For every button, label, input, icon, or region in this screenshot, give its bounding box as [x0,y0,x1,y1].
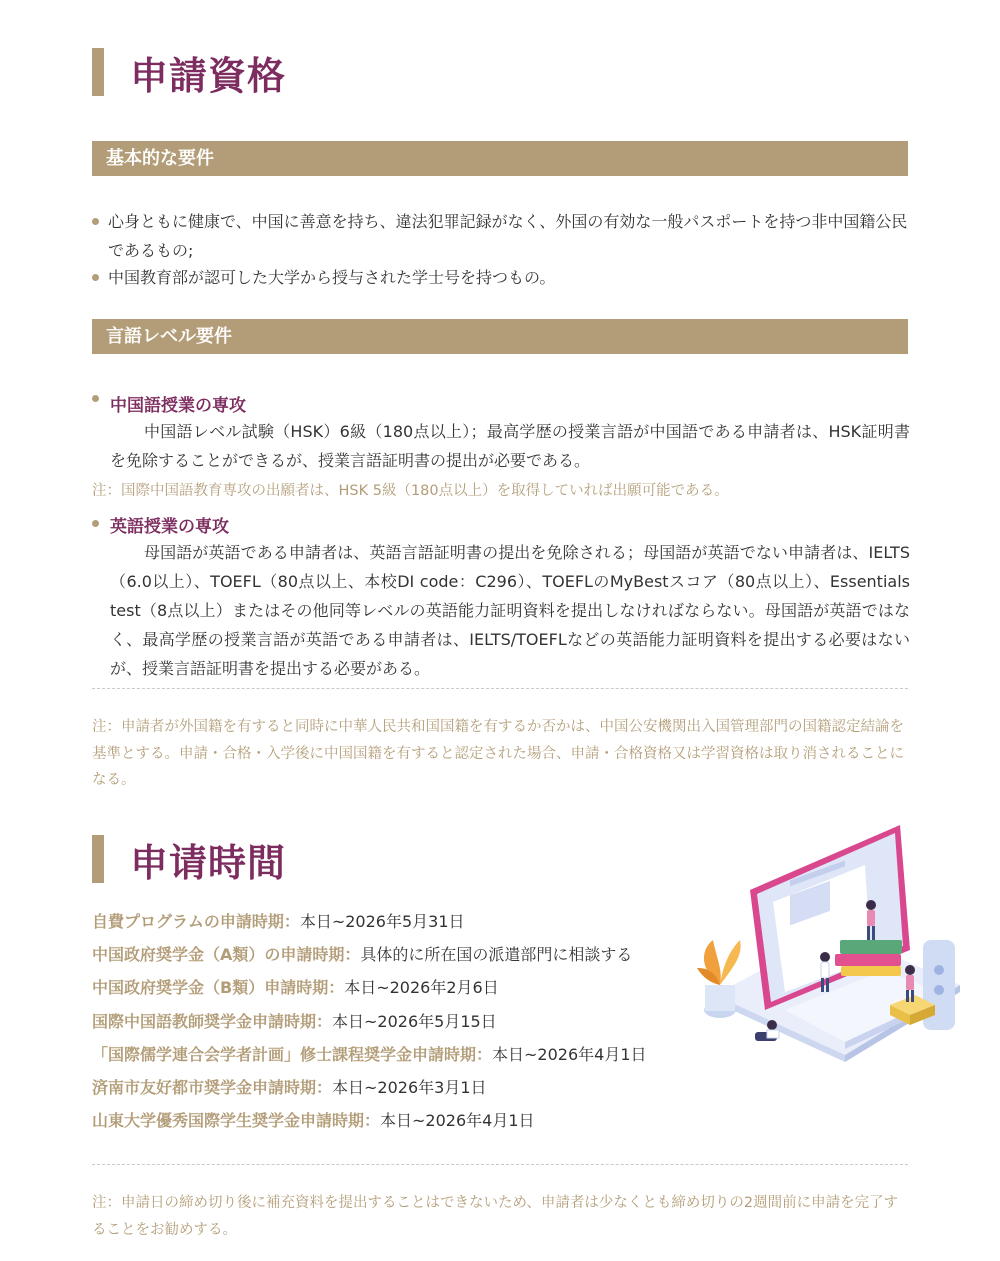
book-icon [840,940,902,954]
english-requirement-text: 母国語が英語である申請者は、英語言語証明書の提出を免除される；母国語が英語でない申請者は、IELTS（6.0以上）、TOEFL（80点以上、本校DI code：C296）、TOEFLのMyBestスコア（80点以上）、Essentials test（8点以上）またはその他同等レベルの英語能力証明資料を提出しなければならない。母国語が英語ではなく、最高学歴の授業言語が英語である申請者は、IELTS/TOEFLなどの英語能力証明資料を提出する必要はないが、授業言語証明書を提出する必要がある。 [110,543,910,678]
title-accent-bar [92,835,104,883]
page-title: 申請資格 [130,53,287,98]
chinese-major-heading: 中国語授業の専攻 [110,396,246,416]
laptop-with-students-illustration [695,820,965,1065]
time-row: 中国政府奨学金（A類）の申請時期：具体的に所在国の派遣部門に相談する [92,945,633,964]
title-accent-bar [92,48,104,96]
basic-requirements-heading: 基本的な要件 [92,141,908,176]
chinese-requirement-text: 中国語レベル試験（HSK）6級（180点以上）；最高学歴の授業言語が中国語である申請者は、HSK証明書を免除することができるが、授業言語証明書の提出が必要である。 [110,422,910,470]
language-requirements-heading: 言語レベル要件 [92,319,908,354]
time-row: 「国際儒学連合会学者計画」修士課程奨学金申請時期：本日~2026年4月1日 [92,1045,647,1064]
qualification-section-title [92,47,286,97]
list-item: 中国教育部が認可した大学から授与された学士号を持つもの。 [92,263,912,292]
english-major-heading: 英語授業の専攻 [110,517,229,537]
time-row: 中国政府奨学金（B類）申請時期：本日~2026年2月6日 [92,978,499,997]
divider [92,688,908,689]
chinese-note: 注：国際中国語教育専攻の出願者は、HSK 5級（180点以上）を取得していれば出願可能である。 [92,483,729,499]
deadline-note: 注：申請日の締め切り後に補充資料を提出することはできないため、申請者は少なくとも締め切りの2週間前に申請を完了することをお勧めする。 [92,1195,899,1238]
nationality-note: 注：申請者が外国籍を有すると同時に中華人民共和国国籍を有するか否かは、中国公安機関出入国管理部門の国籍認定結論を基準とする。申請・合格・入学後に中国国籍を有すると認定された場合、申請・合格資格又は学習資格は取り消されることになる。 [92,719,904,788]
bullet-icon [92,395,99,402]
bullet-icon [92,274,99,281]
bullet-icon [92,520,99,527]
time-row: 済南市友好都市奨学金申請時期：本日~2026年3月1日 [92,1078,487,1097]
time-row: 山東大学優秀国際学生奨学金申請時期：本日~2026年4月1日 [92,1111,535,1130]
list-item: 心身ともに健康で、中国に善意を持ち、違法犯罪記録がなく、外国の有効な一般パスポートを持つ非中国籍公民であるもの; [92,207,912,265]
application-time-section-title [92,834,286,884]
divider [92,1164,908,1165]
time-row: 国際中国語教師奨学金申請時期：本日~2026年5月15日 [92,1012,497,1031]
bullet-icon [92,218,99,225]
section-title: 申请時間 [130,840,287,885]
time-row: 自費プログラムの申請時期：本日~2026年5月31日 [92,912,465,931]
